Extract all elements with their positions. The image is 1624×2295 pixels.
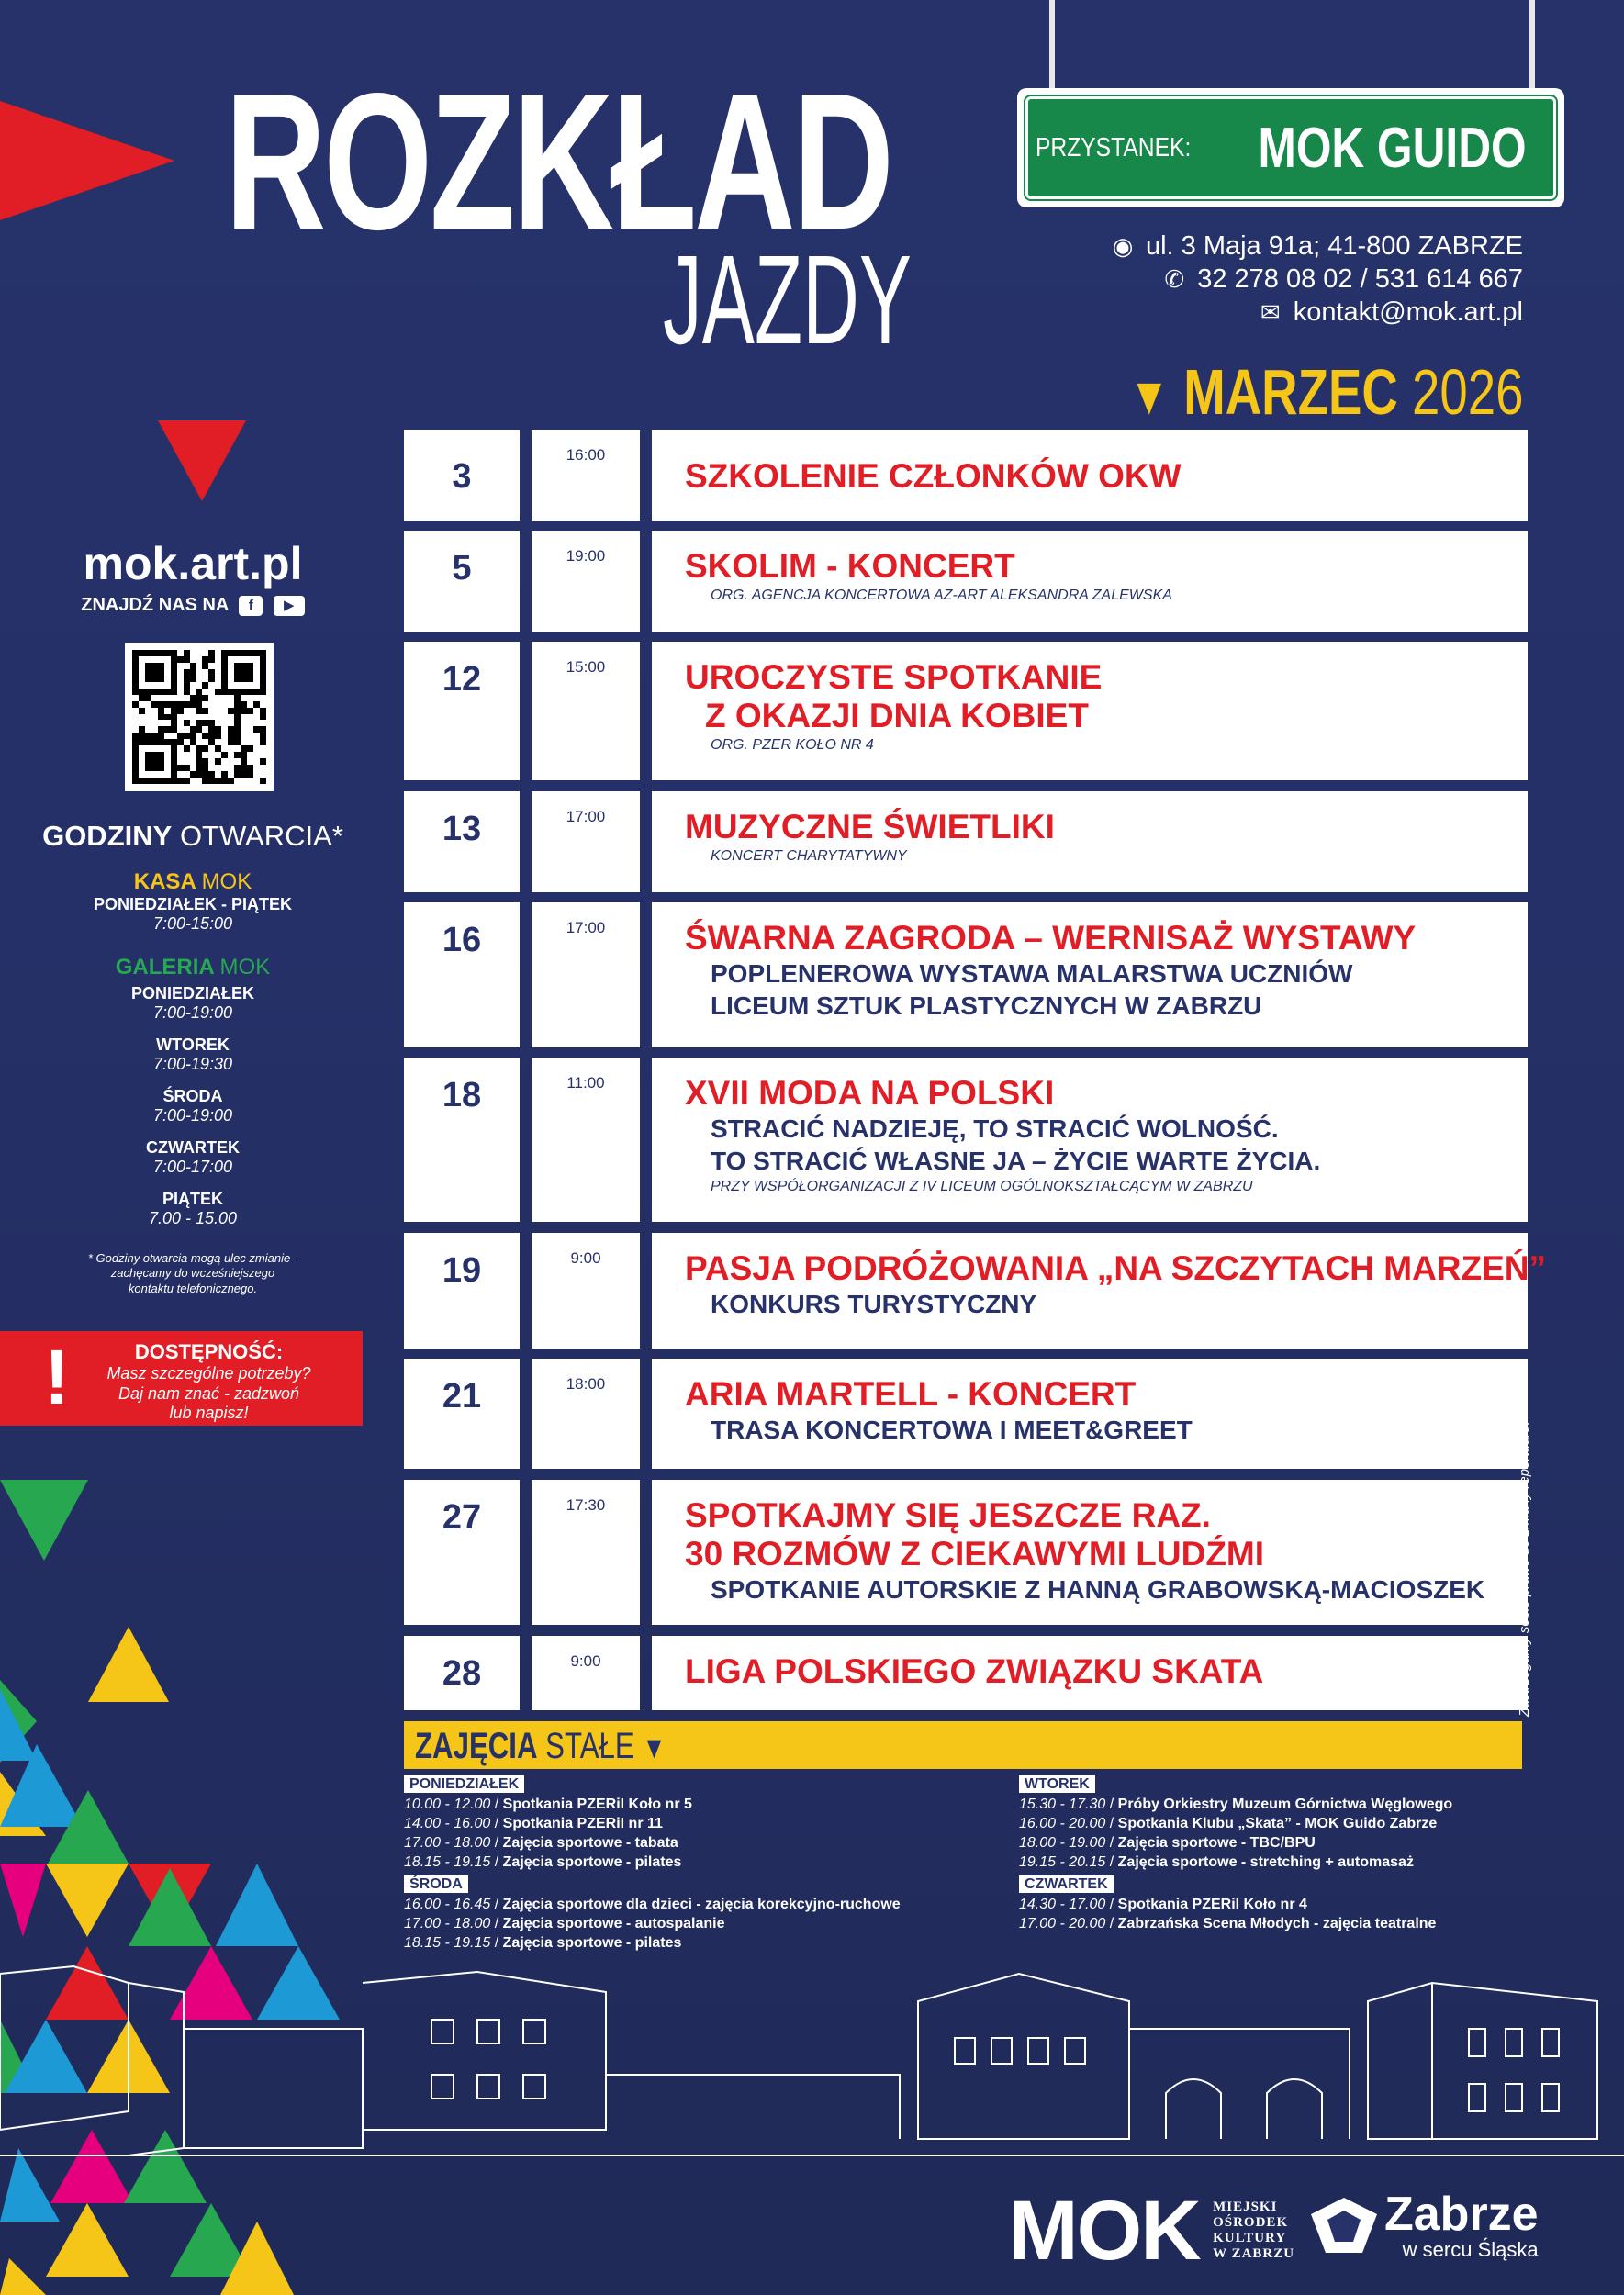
decorative-triangles <box>0 1469 367 2295</box>
event-title: SPOTKAJMY SIĘ JESZCZE RAZ. <box>685 1496 1211 1534</box>
hours-note: * Godziny otwarcia mogą ulec zmianie - zachęcamy do wcześniejszego kontaktu telefonicznego. <box>87 1251 298 1295</box>
triangle-down-icon: ▼ <box>1127 366 1170 426</box>
event-day: 21 <box>442 1377 482 1416</box>
recurring-left-column <box>404 1775 936 1953</box>
poster-title: ROZKŁAD <box>225 52 891 270</box>
email-line[interactable]: ✉ kontakt@mok.art.pl <box>1257 297 1523 328</box>
event-time: 16:00 <box>566 446 606 464</box>
opening-hours-title: GODZINY OTWARCIA* <box>42 820 343 852</box>
zabrze-logo: Zabrze w sercu Śląska <box>1311 2190 1539 2262</box>
table-row <box>404 1636 1528 1710</box>
address-line: ◉ ul. 3 Maja 91a; 41-800 ZABRZE <box>1109 231 1523 262</box>
event-time: 11:00 <box>566 1074 605 1092</box>
event-title: UROCZYSTE SPOTKANIE <box>685 658 1103 696</box>
event-subtitle: STRACIĆ NADZIEJĘ, TO STRACIĆ WOLNOŚĆ. <box>711 1114 1279 1143</box>
galeria-day: PONIEDZIAŁEK 7:00-19:00 <box>130 984 254 1022</box>
table-row <box>404 1058 1528 1222</box>
event-title: MUZYCZNE ŚWIETLIKI <box>685 808 1055 845</box>
event-day: 28 <box>442 1654 482 1693</box>
phone-icon: ✆ <box>1164 265 1185 293</box>
event-time: 9:00 <box>570 1249 601 1267</box>
class-item: 14.00 - 16.00 / Spotkania PZERiI nr 11 <box>404 1816 663 1831</box>
website-link[interactable]: mok.art.pl <box>83 538 303 589</box>
recurring-right-column <box>1019 1775 1551 1933</box>
galeria-hours: GALERIA MOK <box>115 955 271 980</box>
event-organizer: ORG. PZER KOŁO NR 4 <box>711 736 874 753</box>
event-subtitle: LICEUM SZTUK PLASTYCZNYCH W ZABRZU <box>711 991 1262 1020</box>
event-day: 5 <box>452 549 472 588</box>
sign-post-right <box>1529 0 1535 99</box>
poster-subtitle: JAZDY <box>663 230 912 371</box>
class-item: 17.00 - 20.00 / Zabrzańska Scena Młodych - zajęcia teatralne <box>1019 1916 1437 1931</box>
event-time: 19:00 <box>566 547 606 565</box>
table-row <box>404 1233 1547 1349</box>
facebook-icon[interactable]: f <box>239 596 263 616</box>
event-day: 27 <box>442 1498 482 1537</box>
weekday-badge: ŚRODA <box>404 1875 468 1893</box>
triangle-down-icon: ▼ <box>642 1730 666 1765</box>
event-title: SZKOLENIE CZŁONKÓW OKW <box>685 457 1182 495</box>
weekday-badge: WTOREK <box>1019 1775 1095 1793</box>
schedule-table <box>404 0 1547 1717</box>
event-day: 16 <box>442 921 482 959</box>
table-row <box>404 642 1528 780</box>
class-item: 18.00 - 19.00 / Zajęcia sportowe - TBC/BPU <box>1019 1835 1316 1851</box>
event-subtitle: SPOTKANIE AUTORSKIE Z HANNĄ GRABOWSKĄ-MACIOSZEK <box>711 1574 1485 1604</box>
youtube-icon[interactable]: ▶ <box>274 596 305 616</box>
event-time: 17:30 <box>566 1496 606 1514</box>
building-illustration <box>0 1946 1624 2157</box>
class-item: 17.00 - 18.00 / Zajęcia sportowe - autospalanie <box>404 1916 725 1931</box>
event-title: ŚWARNA ZAGRODA – WERNISAŻ WYSTAWY <box>685 919 1417 957</box>
red-down-triangle <box>158 420 250 503</box>
class-item: 17.00 - 18.00 / Zajęcia sportowe - tabata <box>404 1835 678 1851</box>
event-time: 9:00 <box>570 1652 601 1670</box>
event-day: 13 <box>442 810 482 848</box>
class-item: 10.00 - 12.00 / Spotkania PZERiI Koło nr 5 <box>404 1797 692 1812</box>
event-title: PASJA PODRÓŻOWANIA „NA SZCZYTACH MARZEŃ” <box>685 1249 1547 1287</box>
stop-name: MOK GUIDO <box>1258 116 1527 180</box>
event-day: 12 <box>442 660 482 699</box>
table-row <box>404 430 1528 521</box>
class-item: 18.15 - 19.15 / Zajęcia sportowe - pilates <box>404 1854 682 1870</box>
red-arrow-triangle <box>0 101 184 220</box>
weekday-badge: CZWARTEK <box>1019 1875 1114 1893</box>
event-title: 30 ROZMÓW Z CIEKAWYMI LUDŹMI <box>685 1534 1265 1573</box>
table-row <box>404 1480 1528 1625</box>
event-title: SKOLIM - KONCERT <box>685 547 1015 585</box>
event-time: 17:00 <box>566 808 606 825</box>
event-organizer: KONCERT CHARYTATYWNY <box>711 847 907 864</box>
weekday-badge: PONIEDZIAŁEK <box>404 1775 524 1793</box>
class-item: 16.00 - 16.45 / Zajęcia sportowe dla dzieci - zajęcia korekcyjno-ruchowe <box>404 1897 901 1912</box>
table-row <box>404 1359 1528 1469</box>
event-subtitle: TRASA KONCERTOWA I MEET&GREET <box>711 1415 1193 1444</box>
stop-label: PRZYSTANEK: <box>1035 132 1192 162</box>
event-day: 18 <box>442 1076 482 1114</box>
event-time: 15:00 <box>566 658 606 676</box>
event-title: LIGA POLSKIEGO ZWIĄZKU SKATA <box>685 1652 1264 1690</box>
table-row <box>404 791 1528 892</box>
class-item: 15.30 - 17.30 / Próby Orkiestry Muzeum Górnictwa Węglowego <box>1019 1797 1453 1812</box>
class-item: 19.15 - 20.15 / Zajęcia sportowe - stretching + automasaż <box>1019 1854 1414 1870</box>
event-organizer: ORG. AGENCJA KONCERTOWA AZ-ART ALEKSANDRA ZALEWSKA <box>711 587 1172 603</box>
exclamation-icon: ! <box>44 1334 70 1420</box>
zabrze-emblem-icon <box>1311 2198 1377 2255</box>
table-row <box>404 902 1528 1047</box>
mail-icon: ✉ <box>1260 298 1281 326</box>
recurring-classes-title: ZAJĘCIA STAŁE ▼ <box>415 1726 666 1766</box>
qr-code[interactable] <box>125 643 274 791</box>
mok-logo: MOK MIEJSKI OŚRODEK KULTURY W ZABRZU <box>1008 2184 1295 2278</box>
find-us: ZNAJDŹ NAS NA f ▶ <box>37 595 349 616</box>
repertoire-note: Zastrzegamy sobie prawo do zmiany repertuaru. <box>1517 1421 1532 1717</box>
month-heading: ▼ MARZEC 2026 <box>1127 356 1523 428</box>
event-day: 19 <box>442 1251 482 1290</box>
table-row <box>404 531 1528 632</box>
galeria-day: WTOREK 7:00-19:30 <box>152 1036 233 1073</box>
event-time: 17:00 <box>566 919 606 936</box>
event-subtitle: KONKURS TURYSTYCZNY <box>711 1289 1037 1318</box>
galeria-day: ŚRODA 7:00-19:00 <box>152 1087 233 1125</box>
class-item: 18.15 - 19.15 / Zajęcia sportowe - pilates <box>404 1935 682 1951</box>
accessibility-box[interactable]: ! DOSTĘPNOŚĆ: Masz szczególne potrzeby? Daj nam znać - zadzwoń lub napisz! <box>0 1331 363 1426</box>
event-subtitle: TO STRACIĆ WŁASNE JA – ŻYCIE WARTE ŻYCIA. <box>711 1146 1321 1175</box>
galeria-day: CZWARTEK 7:00-17:00 <box>146 1138 240 1176</box>
event-organizer: PRZY WSPÓŁORGANIZACJI Z IV LICEUM OGÓLNOKSZTAŁCĄCYM W ZABRZU <box>711 1178 1253 1194</box>
phone-line[interactable]: ✆ 32 278 08 02 / 531 614 667 <box>1160 264 1523 295</box>
event-title: Z OKAZJI DNIA KOBIET <box>705 696 1089 734</box>
event-subtitle: POPLENEROWA WYSTAWA MALARSTWA UCZNIÓW <box>711 958 1353 988</box>
kasa-hours: KASA MOK PONIEDZIAŁEK - PIĄTEK 7:00-15:00 <box>93 869 292 933</box>
galeria-day: PIĄTEK 7.00 - 15.00 <box>148 1190 238 1227</box>
event-title: XVII MODA NA POLSKI <box>685 1074 1055 1112</box>
event-day: 3 <box>452 457 472 496</box>
class-item: 14.30 - 17.00 / Spotkania PZERiI Koło nr 4 <box>1019 1897 1307 1912</box>
event-title: ARIA MARTELL - KONCERT <box>685 1375 1137 1413</box>
event-time: 18:00 <box>566 1375 606 1393</box>
class-item: 16.00 - 20.00 / Spotkania Klubu „Skata” - MOK Guido Zabrze <box>1019 1816 1438 1831</box>
location-pin-icon: ◉ <box>1112 232 1134 260</box>
